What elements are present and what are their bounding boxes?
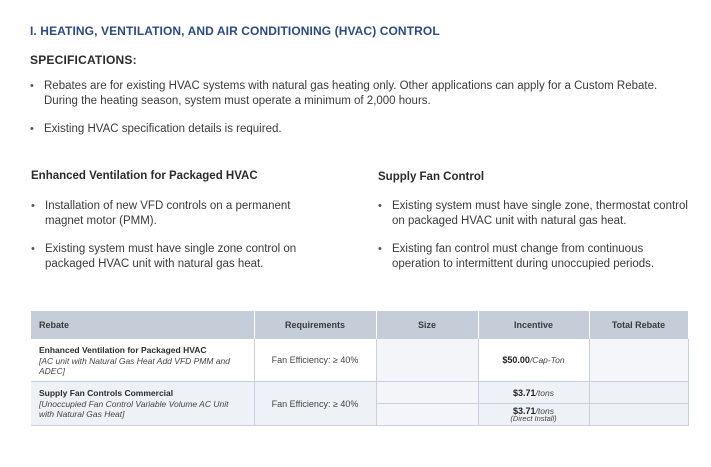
rebate-subtitle: [AC unit with Natural Gas Heat Add VFD PMM and ADEC] xyxy=(39,355,231,376)
enhanced-ventilation-list xyxy=(31,199,331,285)
rebate-subtitle: [Unoccupied Fan Control Variable Volume AC Unit with Natural Gas Heat] xyxy=(39,399,229,419)
list-item xyxy=(378,199,693,229)
bullet-text: Installation of new VFD controls on a permanent magnet motor (PMM). xyxy=(45,200,291,227)
table-row xyxy=(31,382,688,404)
size-input-cell[interactable] xyxy=(376,382,478,404)
bullet-icon: • xyxy=(31,200,35,212)
header-incentive: Incentive xyxy=(478,311,589,339)
bullet-icon: • xyxy=(31,243,35,255)
incentive-unit: /Cap-Ton xyxy=(529,355,565,365)
incentive-unit: /tons xyxy=(535,406,554,416)
bullet-text: Existing HVAC specification details is required. xyxy=(44,123,282,135)
requirement-cell: Fan Efficiency: ≥ 40% xyxy=(254,339,376,382)
incentive-value: $3.71 xyxy=(513,387,536,398)
total-rebate-input-cell[interactable] xyxy=(589,339,688,382)
table-header-row xyxy=(31,311,688,339)
bullet-icon: • xyxy=(378,243,382,255)
list-item xyxy=(378,242,693,272)
supply-fan-list xyxy=(378,199,693,285)
incentive-cell xyxy=(478,339,589,382)
incentive-cell xyxy=(478,382,589,404)
incentive-note: (Direct Install) xyxy=(510,414,557,423)
bullet-text: Existing fan control must change from continuous operation to intermittent during unoccupied periods. xyxy=(392,243,655,270)
list-item xyxy=(31,199,331,229)
bullet-icon: • xyxy=(378,200,382,212)
total-rebate-input-cell[interactable] xyxy=(589,382,688,404)
bullet-text: Rebates are for existing HVAC systems with natural gas heating only. Other applications can apply for a Custom Rebate. During the heating season, system must operate a minimum of 2,000 hours. xyxy=(44,80,658,107)
section-title: I. HEATING, VENTILATION, AND AIR CONDITIONING (HVAC) CONTROL xyxy=(30,24,440,38)
incentive-value: $50.00 xyxy=(502,355,530,365)
enhanced-ventilation-heading: Enhanced Ventilation for Packaged HVAC xyxy=(31,170,258,182)
bullet-text: Existing system must have single zone, thermostat control on packaged HVAC unit with natural gas heat. xyxy=(392,200,688,227)
header-requirements: Requirements xyxy=(254,311,376,339)
specifications-list xyxy=(30,79,690,137)
header-size: Size xyxy=(376,311,478,339)
list-item xyxy=(31,242,331,272)
specifications-heading: SPECIFICATIONS: xyxy=(30,53,137,67)
incentive-cell xyxy=(478,404,589,426)
bullet-text: Existing system must have single zone control on packaged HVAC unit with natural gas heat. xyxy=(45,243,297,270)
bullet-icon: • xyxy=(30,123,34,135)
bullet-icon: • xyxy=(30,80,34,92)
size-input-cell[interactable] xyxy=(376,404,478,426)
rebate-cell xyxy=(31,382,254,426)
size-input-cell[interactable] xyxy=(376,339,478,382)
supply-fan-heading: Supply Fan Control xyxy=(378,171,485,183)
header-total-rebate: Total Rebate xyxy=(589,311,688,339)
list-item xyxy=(30,79,690,109)
table-row xyxy=(31,339,688,382)
rebate-title: Supply Fan Controls Commercial xyxy=(39,388,174,398)
rebate-cell xyxy=(31,339,254,382)
requirement-cell: Fan Efficiency: ≥ 40% xyxy=(254,382,376,426)
total-rebate-input-cell[interactable] xyxy=(589,404,688,426)
incentive-value: $3.71 xyxy=(513,406,536,416)
rebate-title: Enhanced Ventilation for Packaged HVAC xyxy=(39,344,207,355)
list-item xyxy=(30,122,690,137)
header-rebate: Rebate xyxy=(31,311,254,339)
incentive-unit: /tons xyxy=(535,387,554,398)
rebate-table xyxy=(31,311,689,426)
